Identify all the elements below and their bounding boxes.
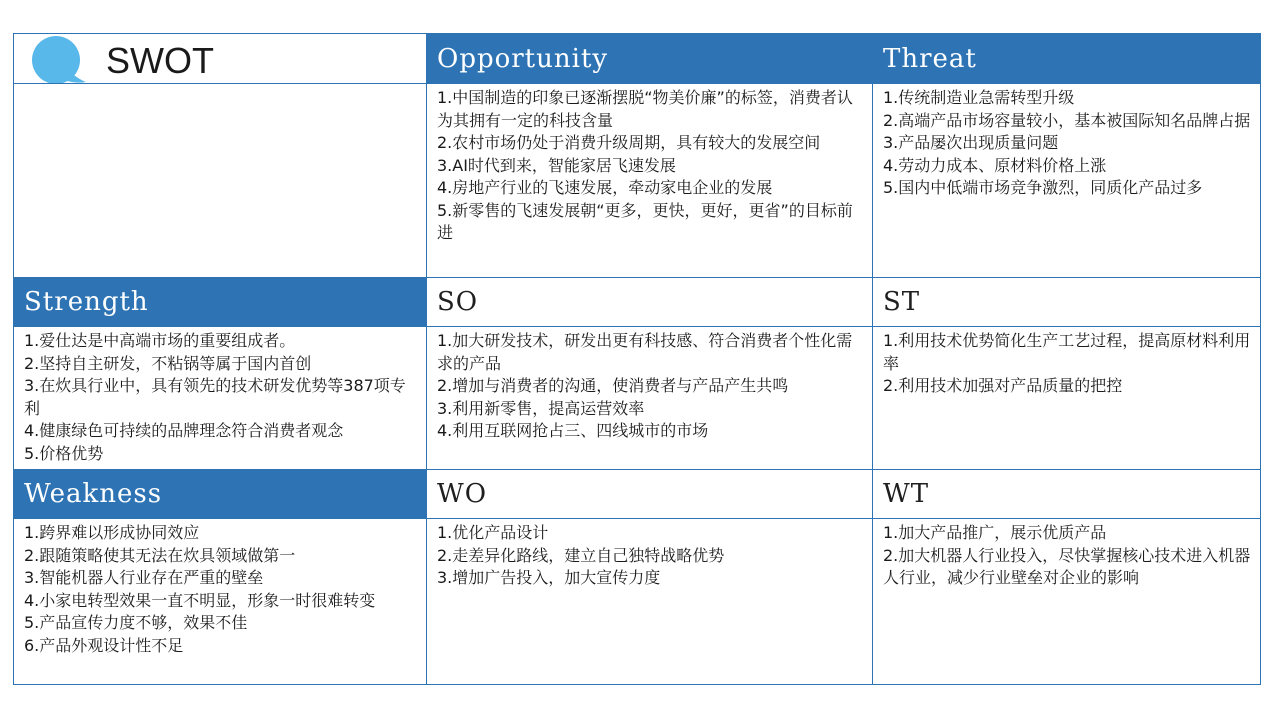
opportunity-item: 2.农村市场仍处于消费升级周期，具有较大的发展空间 (437, 133, 821, 152)
strength-item: 3.在炊具行业中，具有领先的技术研发优势等387项专利 (24, 376, 406, 418)
weakness-item: 1.跨界难以形成协同效应 (24, 523, 200, 542)
weakness-item: 5.产品宣传力度不够，效果不佳 (24, 613, 248, 632)
strength-content (14, 327, 427, 470)
weakness-item: 4.小家电转型效果一直不明显，形象一时很难转变 (24, 590, 376, 610)
page-title: SWOT (106, 40, 214, 81)
threat-item: 5.国内中低端市场竞争激烈，同质化产品过多 (883, 178, 1203, 197)
wt-header: WT (873, 470, 1260, 519)
wo-content (427, 519, 873, 684)
weakness-item: 6.产品外观设计性不足 (24, 635, 184, 655)
strength-item: 5.价格优势 (24, 443, 104, 463)
weakness-item: 3.智能机器人行业存在严重的壁垒 (24, 568, 264, 587)
st-header: ST (873, 278, 1260, 327)
so-item: 4.利用互联网抢占三、四线城市的市场 (437, 421, 709, 440)
so-item: 2.增加与消费者的沟通，使消费者与产品产生共鸣 (437, 376, 789, 395)
threat-item: 4.劳动力成本、原材料价格上涨 (883, 155, 1107, 175)
wo-item: 3.增加广告投入，加大宣传力度 (437, 568, 661, 587)
opportunity-item: 3.AI时代到来，智能家居飞速发展 (437, 155, 676, 175)
opportunity-header: Opportunity (427, 34, 873, 84)
opportunity-item: 4.房地产行业的飞速发展，牵动家电企业的发展 (437, 178, 773, 197)
strength-item: 2.坚持自主研发，不粘锅等属于国内首创 (24, 353, 312, 373)
strength-item: 4.健康绿色可持续的品牌理念符合消费者观念 (24, 421, 344, 440)
wo-item: 2.走差异化路线，建立自己独特战略优势 (437, 545, 725, 565)
wo-item: 1.优化产品设计 (437, 523, 549, 542)
swot-table (13, 33, 1261, 685)
threat-header: Threat (873, 34, 1260, 84)
swot-title-cell (14, 34, 427, 84)
empty-corner-cell (14, 84, 427, 278)
wt-item: 2.加大机器人行业投入，尽快掌握核心技术进入机器人行业，减少行业壁垒对企业的影响 (883, 545, 1251, 587)
opportunity-content (427, 84, 873, 278)
st-content (873, 327, 1260, 470)
opportunity-item: 5.新零售的飞速发展朝“更多，更快，更好，更省”的目标前进 (437, 200, 853, 242)
threat-item: 3.产品屡次出现质量问题 (883, 133, 1059, 152)
so-header: SO (427, 278, 873, 327)
so-content (427, 327, 873, 470)
threat-item: 2.高端产品市场容量较小，基本被国际知名品牌占据 (883, 110, 1251, 130)
strength-item: 1.爱仕达是中高端市场的重要组成者。 (24, 331, 296, 350)
opportunity-item: 1.中国制造的印象已逐渐摆脱“物美价廉”的标签，消费者认为其拥有一定的科技含量 (437, 88, 853, 130)
weakness-content (14, 519, 427, 684)
weakness-item: 2.跟随策略使其无法在炊具领域做第一 (24, 545, 296, 565)
threat-item: 1.传统制造业急需转型升级 (883, 88, 1075, 107)
speech-bubble-logo-icon (30, 36, 86, 84)
st-item: 2.利用技术加强对产品质量的把控 (883, 376, 1123, 395)
threat-content (873, 84, 1260, 278)
wt-content (873, 519, 1260, 684)
so-item: 3.利用新零售，提高运营效率 (437, 398, 645, 418)
strength-header: Strength (14, 278, 427, 327)
so-item: 1.加大研发技术，研发出更有科技感、符合消费者个性化需求的产品 (437, 331, 853, 373)
weakness-header: Weakness (14, 470, 427, 519)
wt-item: 1.加大产品推广，展示优质产品 (883, 523, 1107, 542)
st-item: 1.利用技术优势简化生产工艺过程，提高原材料利用率 (883, 331, 1251, 373)
wo-header: WO (427, 470, 873, 519)
